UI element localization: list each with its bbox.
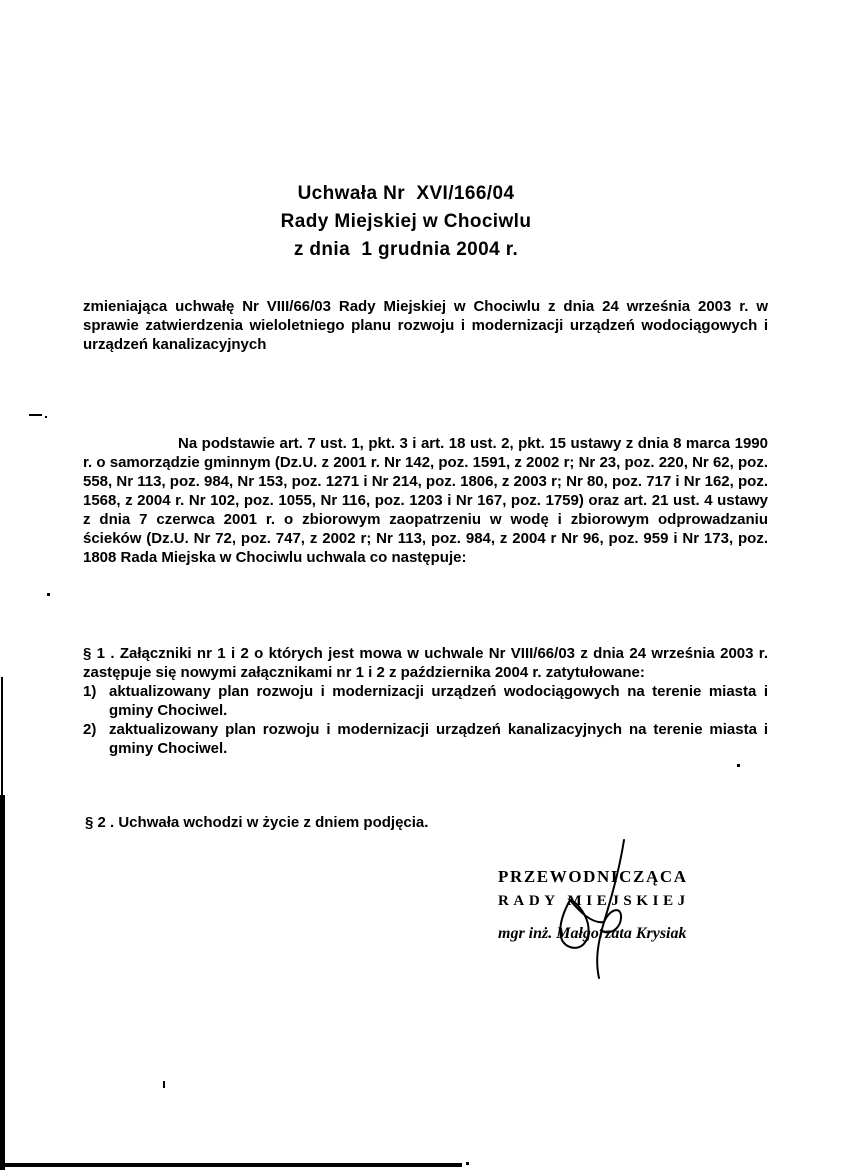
- list-item-marker: 2): [83, 721, 97, 738]
- section-2: § 2 . Uchwała wchodzi w życie z dniem podjęcia.: [85, 814, 429, 831]
- scan-speck: [737, 764, 740, 767]
- section-1-text: § 1 . Załączniki nr 1 i 2 o których jest mowa w uchwale Nr VIII/66/03 z dnia 24 września 2003 r. zastępuje się nowymi załącznikami nr 1 i 2 z października 2004 r. zatytułowane:: [83, 645, 768, 681]
- signature-name: mgr inż. Małgorzata Krysiak: [498, 925, 687, 942]
- attachment-list: [83, 682, 768, 758]
- scan-speck: [466, 1162, 469, 1165]
- scan-speck: [163, 1081, 165, 1088]
- list-item-text: aktualizowany plan rozwoju i modernizacji urządzeń wodociągowych na terenie miasta i gminy Chociwel.: [109, 683, 768, 719]
- document-title: [0, 180, 812, 264]
- signature-block: [498, 866, 718, 943]
- title-line-2: Rady Miejskiej w Chociwlu: [280, 211, 532, 232]
- section-1: [83, 644, 768, 758]
- scan-edge-left-line: [1, 677, 3, 797]
- list-item-text: zaktualizowany plan rozwoju i modernizacji urządzeń kanalizacyjnych na terenie miasta i gminy Chociwel.: [109, 721, 768, 757]
- scan-speck: [45, 416, 47, 418]
- title-line-1: Uchwała Nr XVI/166/04: [297, 183, 515, 204]
- scan-edge-bottom-line: [0, 1163, 462, 1167]
- list-item: [83, 720, 768, 758]
- scan-margin-dash: [29, 414, 42, 416]
- scan-edge-left-line: [0, 795, 5, 1170]
- signature-role-line-1: PRZEWODNICZĄCA: [498, 867, 688, 886]
- signature-role-line-2: RADY MIEJSKIEJ: [498, 893, 690, 909]
- list-item-marker: 1): [83, 683, 97, 700]
- list-item: [83, 682, 768, 720]
- legal-basis-text: Na podstawie art. 7 ust. 1, pkt. 3 i art. 18 ust. 2, pkt. 15 ustawy z dnia 8 marca 1990 r. o samorządzie gminnym (Dz.U. z 2001 r. Nr 142, poz. 1591, z 2002 r; Nr 23, poz. 220, Nr 62, poz. 558, Nr 113, poz. 984, Nr 153, poz. 1271 i Nr 214, poz. 1806, z 2003 r; Nr 80, poz. 717 i Nr 162, poz. 1568, z 2004 r. Nr 102, poz. 1055, Nr 116, poz. 1203 i Nr 167, poz. 1759) oraz art. 21 ust. 4 ustawy z dnia 7 czerwca 2001 r. o zbiorowym zaopatrzeniu w wodę i zbiorowym odprowadzaniu ścieków (Dz.U. Nr 72, poz. 747, z 2002 r; Nr 113, poz. 984, z 2004 r Nr 96, poz. 959 i Nr 173, poz. 1808 Rada Miejska w Chociwlu uchwala co następuje:: [83, 435, 768, 566]
- subject-paragraph: zmieniająca uchwałę Nr VIII/66/03 Rady Miejskiej w Chociwlu z dnia 24 września 2003 r. w sprawie zatwierdzenia wieloletniego planu rozwoju i modernizacji urządzeń wodociągowych i urządzeń kanalizacyjnych: [83, 298, 768, 353]
- scan-speck: [47, 593, 50, 596]
- legal-basis-paragraph: [83, 434, 768, 567]
- title-line-3: z dnia 1 grudnia 2004 r.: [293, 239, 519, 260]
